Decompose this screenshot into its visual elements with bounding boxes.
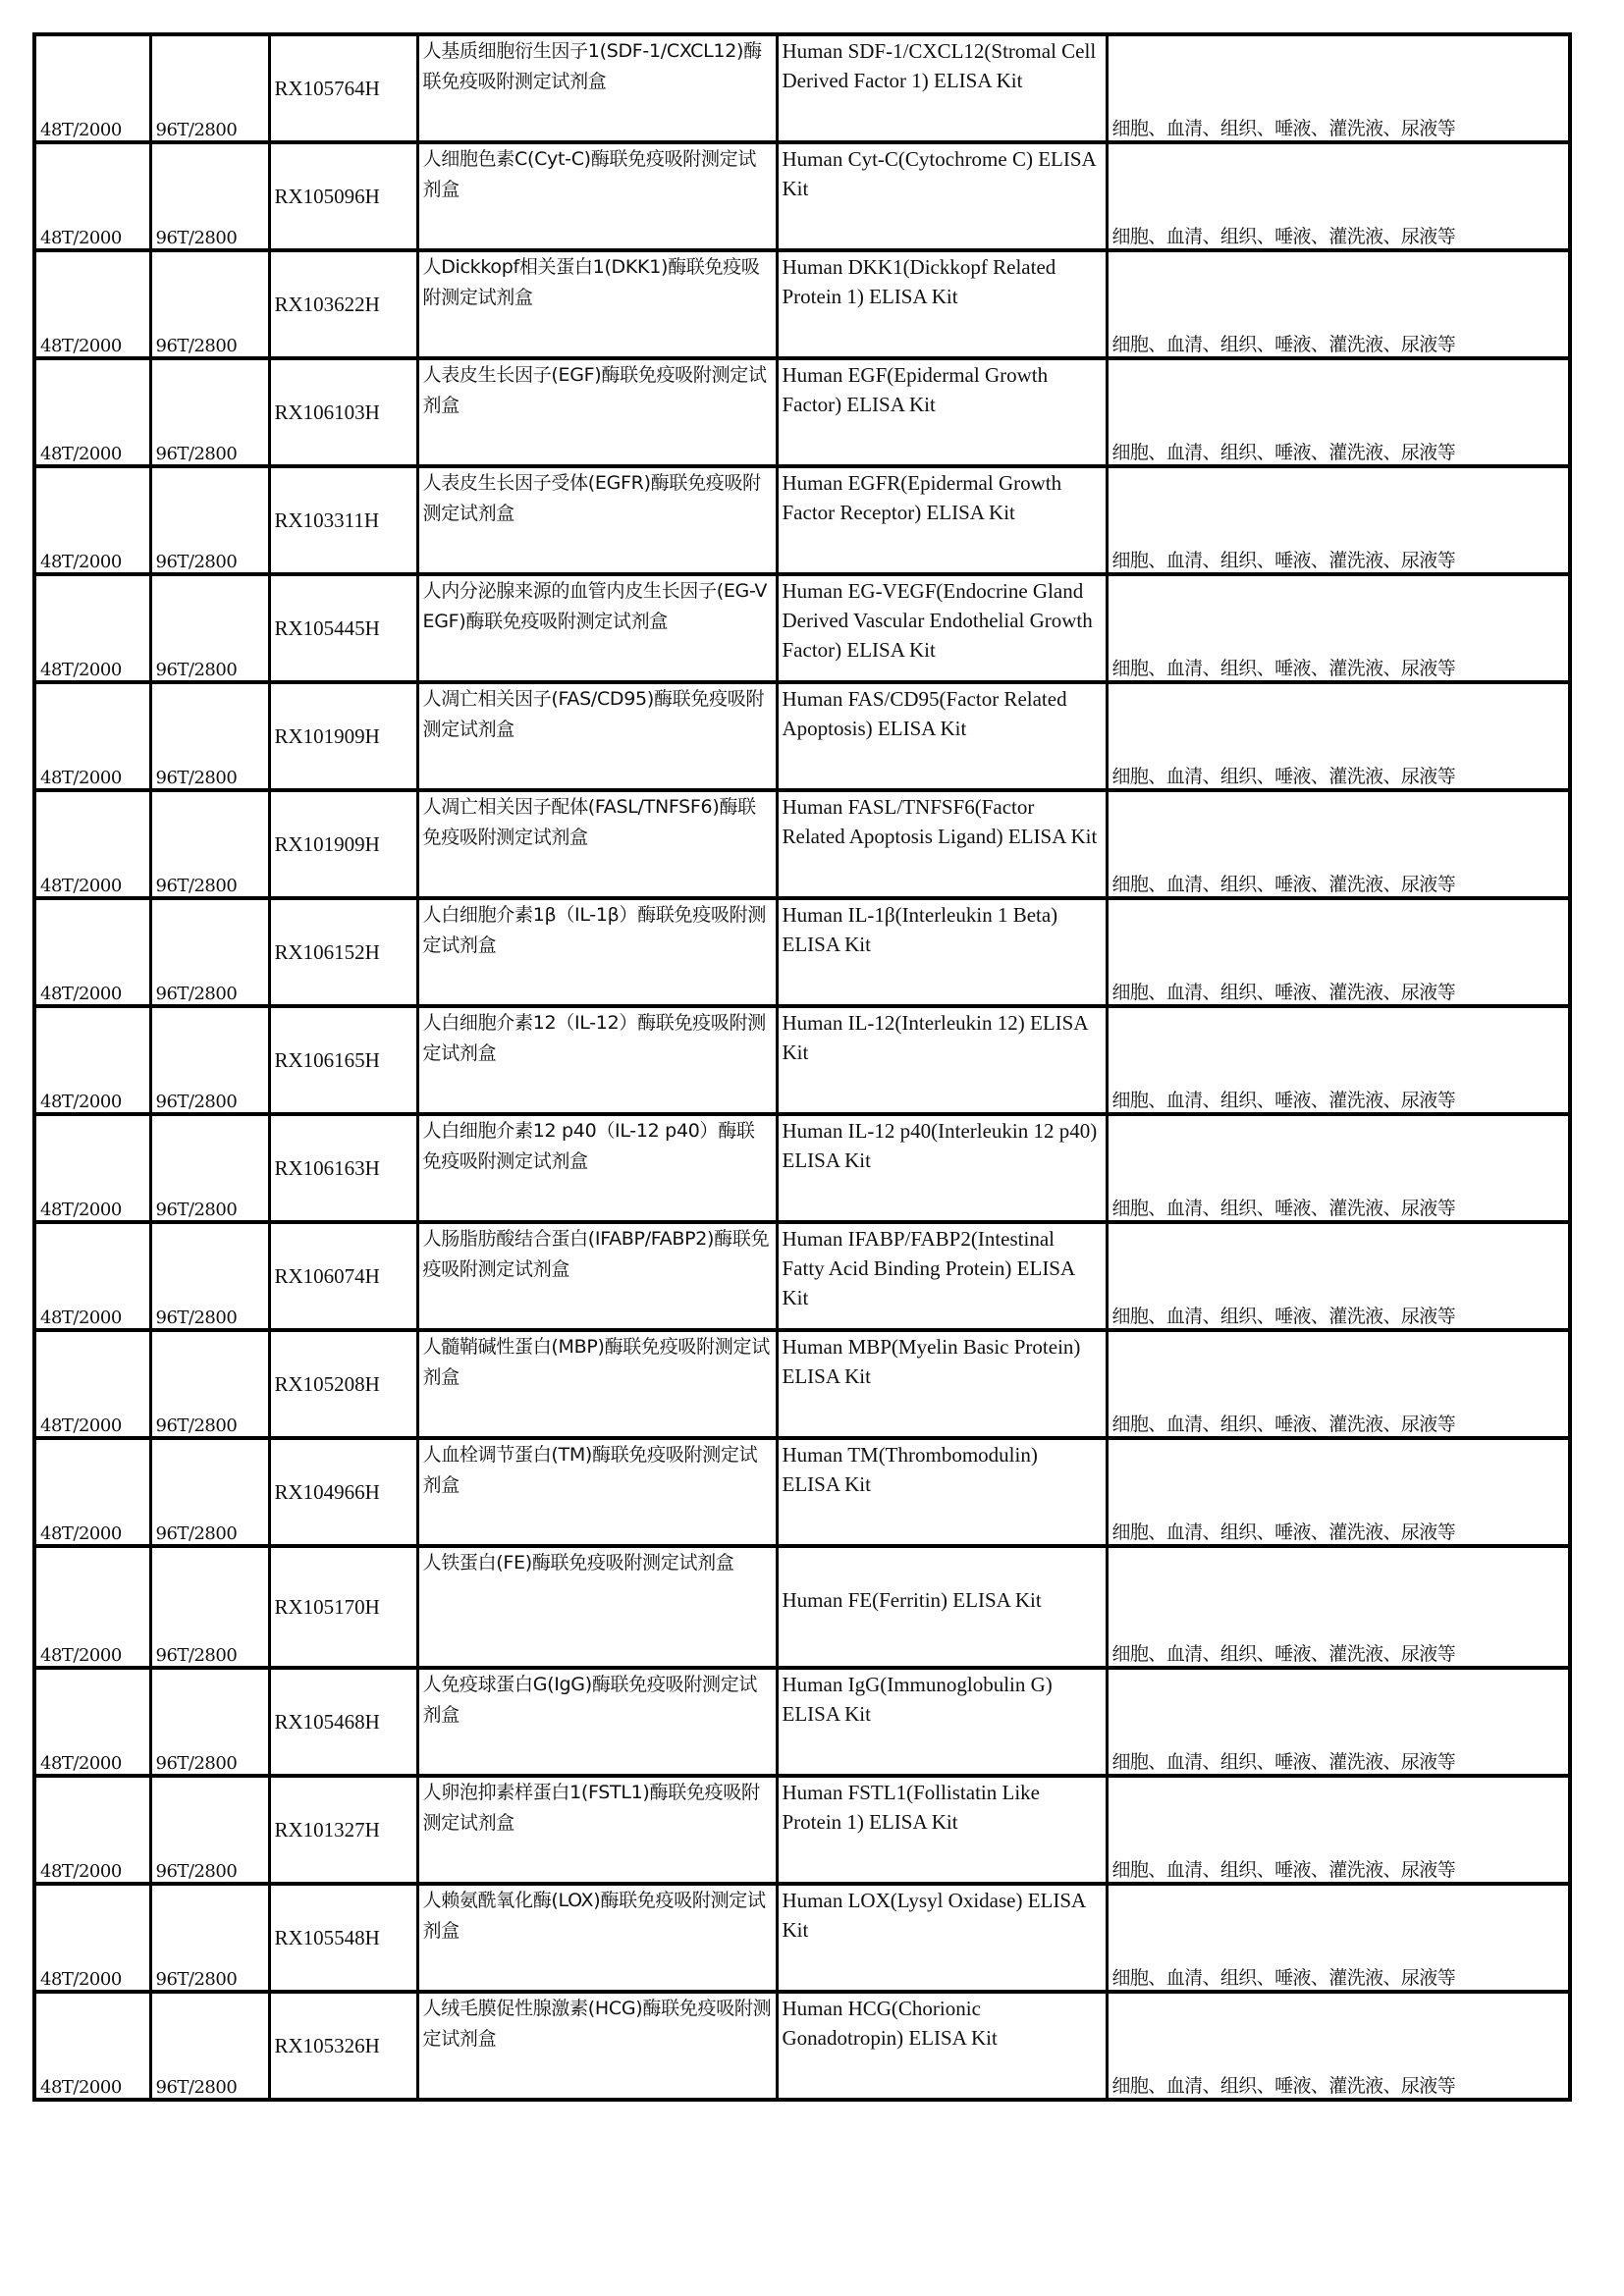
spec-96-cell: 96T/2800 [150, 790, 269, 898]
english-name-cell: Human LOX(Lysyl Oxidase) ELISA Kit [777, 1884, 1107, 1992]
table-row [34, 790, 1570, 898]
table-row [34, 1330, 1570, 1438]
chinese-name-cell: 人绒毛膜促性腺激素(HCG)酶联免疫吸附测定试剂盒 [417, 1992, 777, 2100]
catalog-number-cell: RX101909H [269, 790, 417, 898]
spec-96-cell: 96T/2800 [150, 142, 269, 250]
table-row [34, 250, 1570, 358]
spec-96-cell: 96T/2800 [150, 1668, 269, 1776]
sample-types-cell: 细胞、血清、组织、唾液、灌洗液、尿液等 [1107, 1992, 1570, 2100]
catalog-number-cell: RX105548H [269, 1884, 417, 1992]
spec-96-cell: 96T/2800 [150, 574, 269, 682]
catalog-number-cell: RX106103H [269, 358, 417, 466]
english-name-cell: Human IL-12 p40(Interleukin 12 p40) ELISA Kit [777, 1114, 1107, 1222]
spec-48-cell: 48T/2000 [34, 1006, 150, 1114]
english-name-cell: Human TM(Thrombomodulin) ELISA Kit [777, 1438, 1107, 1546]
chinese-name-cell: 人表皮生长因子(EGF)酶联免疫吸附测定试剂盒 [417, 358, 777, 466]
spec-48-cell: 48T/2000 [34, 1776, 150, 1884]
sample-types-cell: 细胞、血清、组织、唾液、灌洗液、尿液等 [1107, 358, 1570, 466]
english-name-cell: Human DKK1(Dickkopf Related Protein 1) ELISA Kit [777, 250, 1107, 358]
spec-48-cell: 48T/2000 [34, 682, 150, 790]
spec-48-cell: 48T/2000 [34, 1114, 150, 1222]
english-name-cell: Human Cyt-C(Cytochrome C) ELISA Kit [777, 142, 1107, 250]
english-name-cell: Human EGF(Epidermal Growth Factor) ELISA Kit [777, 358, 1107, 466]
catalog-number-cell: RX105096H [269, 142, 417, 250]
spec-96-cell: 96T/2800 [150, 1006, 269, 1114]
catalog-number-cell: RX101909H [269, 682, 417, 790]
chinese-name-cell: 人凋亡相关因子配体(FASL/TNFSF6)酶联免疫吸附测定试剂盒 [417, 790, 777, 898]
catalog-number-cell: RX105208H [269, 1330, 417, 1438]
spec-48-cell: 48T/2000 [34, 358, 150, 466]
spec-48-cell: 48T/2000 [34, 898, 150, 1006]
sample-types-cell: 细胞、血清、组织、唾液、灌洗液、尿液等 [1107, 1438, 1570, 1546]
spec-96-cell: 96T/2800 [150, 250, 269, 358]
spec-96-cell: 96T/2800 [150, 898, 269, 1006]
english-name-cell: Human HCG(Chorionic Gonadotropin) ELISA Kit [777, 1992, 1107, 2100]
table-row [34, 1114, 1570, 1222]
spec-48-cell: 48T/2000 [34, 142, 150, 250]
english-name-cell: Human FAS/CD95(Factor Related Apoptosis) ELISA Kit [777, 682, 1107, 790]
spec-48-cell: 48T/2000 [34, 1330, 150, 1438]
spec-48-cell: 48T/2000 [34, 1884, 150, 1992]
table-row [34, 1006, 1570, 1114]
catalog-number-cell: RX106163H [269, 1114, 417, 1222]
table-row [34, 358, 1570, 466]
sample-types-cell: 细胞、血清、组织、唾液、灌洗液、尿液等 [1107, 1114, 1570, 1222]
table-row [34, 142, 1570, 250]
sample-types-cell: 细胞、血清、组织、唾液、灌洗液、尿液等 [1107, 898, 1570, 1006]
table-row [34, 574, 1570, 682]
catalog-number-cell: RX103622H [269, 250, 417, 358]
english-name-cell: Human IgG(Immunoglobulin G) ELISA Kit [777, 1668, 1107, 1776]
spec-96-cell: 96T/2800 [150, 358, 269, 466]
spec-48-cell: 48T/2000 [34, 250, 150, 358]
catalog-number-cell: RX105764H [269, 34, 417, 142]
chinese-name-cell: 人血栓调节蛋白(TM)酶联免疫吸附测定试剂盒 [417, 1438, 777, 1546]
chinese-name-cell: 人髓鞘碱性蛋白(MBP)酶联免疫吸附测定试剂盒 [417, 1330, 777, 1438]
spec-96-cell: 96T/2800 [150, 1776, 269, 1884]
chinese-name-cell: 人表皮生长因子受体(EGFR)酶联免疫吸附测定试剂盒 [417, 466, 777, 574]
chinese-name-cell: 人白细胞介素12（IL-12）酶联免疫吸附测定试剂盒 [417, 1006, 777, 1114]
table-row [34, 34, 1570, 142]
chinese-name-cell: 人肠脂肪酸结合蛋白(IFABP/FABP2)酶联免疫吸附测定试剂盒 [417, 1222, 777, 1330]
chinese-name-cell: 人赖氨酰氧化酶(LOX)酶联免疫吸附测定试剂盒 [417, 1884, 777, 1992]
sample-types-cell: 细胞、血清、组织、唾液、灌洗液、尿液等 [1107, 1006, 1570, 1114]
spec-96-cell: 96T/2800 [150, 1546, 269, 1668]
english-name-cell: Human SDF-1/CXCL12(Stromal Cell Derived Factor 1) ELISA Kit [777, 34, 1107, 142]
sample-types-cell: 细胞、血清、组织、唾液、灌洗液、尿液等 [1107, 466, 1570, 574]
spec-48-cell: 48T/2000 [34, 790, 150, 898]
sample-types-cell: 细胞、血清、组织、唾液、灌洗液、尿液等 [1107, 34, 1570, 142]
catalog-number-cell: RX101327H [269, 1776, 417, 1884]
spec-48-cell: 48T/2000 [34, 466, 150, 574]
english-name-cell: Human IFABP/FABP2(Intestinal Fatty Acid Binding Protein) ELISA Kit [777, 1222, 1107, 1330]
english-name-cell: Human FE(Ferritin) ELISA Kit [777, 1546, 1107, 1668]
table-row [34, 1884, 1570, 1992]
sample-types-cell: 细胞、血清、组织、唾液、灌洗液、尿液等 [1107, 1668, 1570, 1776]
spec-96-cell: 96T/2800 [150, 466, 269, 574]
catalog-number-cell: RX105445H [269, 574, 417, 682]
table-row [34, 898, 1570, 1006]
chinese-name-cell: 人铁蛋白(FE)酶联免疫吸附测定试剂盒 [417, 1546, 777, 1668]
chinese-name-cell: 人内分泌腺来源的血管内皮生长因子(EG-VEGF)酶联免疫吸附测定试剂盒 [417, 574, 777, 682]
sample-types-cell: 细胞、血清、组织、唾液、灌洗液、尿液等 [1107, 142, 1570, 250]
chinese-name-cell: 人基质细胞衍生因子1(SDF-1/CXCL12)酶联免疫吸附测定试剂盒 [417, 34, 777, 142]
spec-96-cell: 96T/2800 [150, 1222, 269, 1330]
spec-96-cell: 96T/2800 [150, 1330, 269, 1438]
spec-48-cell: 48T/2000 [34, 1222, 150, 1330]
catalog-number-cell: RX106165H [269, 1006, 417, 1114]
catalog-number-cell: RX104966H [269, 1438, 417, 1546]
chinese-name-cell: 人Dickkopf相关蛋白1(DKK1)酶联免疫吸附测定试剂盒 [417, 250, 777, 358]
spec-96-cell: 96T/2800 [150, 1438, 269, 1546]
spec-48-cell: 48T/2000 [34, 1668, 150, 1776]
spec-48-cell: 48T/2000 [34, 574, 150, 682]
chinese-name-cell: 人细胞色素C(Cyt-C)酶联免疫吸附测定试剂盒 [417, 142, 777, 250]
spec-96-cell: 96T/2800 [150, 34, 269, 142]
sample-types-cell: 细胞、血清、组织、唾液、灌洗液、尿液等 [1107, 1546, 1570, 1668]
chinese-name-cell: 人白细胞介素12 p40（IL-12 p40）酶联免疫吸附测定试剂盒 [417, 1114, 777, 1222]
catalog-number-cell: RX105326H [269, 1992, 417, 2100]
english-name-cell: Human EGFR(Epidermal Growth Factor Receptor) ELISA Kit [777, 466, 1107, 574]
spec-96-cell: 96T/2800 [150, 1884, 269, 1992]
chinese-name-cell: 人免疫球蛋白G(IgG)酶联免疫吸附测定试剂盒 [417, 1668, 777, 1776]
catalog-number-cell: RX106074H [269, 1222, 417, 1330]
table-row [34, 1668, 1570, 1776]
catalog-number-cell: RX105170H [269, 1546, 417, 1668]
english-name-cell: Human IL-12(Interleukin 12) ELISA Kit [777, 1006, 1107, 1114]
spec-48-cell: 48T/2000 [34, 1438, 150, 1546]
table-row [34, 1992, 1570, 2100]
sample-types-cell: 细胞、血清、组织、唾液、灌洗液、尿液等 [1107, 250, 1570, 358]
table-row [34, 1222, 1570, 1330]
sample-types-cell: 细胞、血清、组织、唾液、灌洗液、尿液等 [1107, 1222, 1570, 1330]
sample-types-cell: 细胞、血清、组织、唾液、灌洗液、尿液等 [1107, 1884, 1570, 1992]
spec-48-cell: 48T/2000 [34, 1992, 150, 2100]
english-name-cell: Human FSTL1(Follistatin Like Protein 1) ELISA Kit [777, 1776, 1107, 1884]
sample-types-cell: 细胞、血清、组织、唾液、灌洗液、尿液等 [1107, 682, 1570, 790]
english-name-cell: Human IL-1β(Interleukin 1 Beta) ELISA Kit [777, 898, 1107, 1006]
spec-48-cell: 48T/2000 [34, 34, 150, 142]
spec-96-cell: 96T/2800 [150, 682, 269, 790]
catalog-number-cell: RX103311H [269, 466, 417, 574]
english-name-cell: Human FASL/TNFSF6(Factor Related Apoptosis Ligand) ELISA Kit [777, 790, 1107, 898]
chinese-name-cell: 人白细胞介素1β（IL-1β）酶联免疫吸附测定试剂盒 [417, 898, 777, 1006]
english-name-cell: Human EG-VEGF(Endocrine Gland Derived Vascular Endothelial Growth Factor) ELISA Kit [777, 574, 1107, 682]
table-row [34, 682, 1570, 790]
sample-types-cell: 细胞、血清、组织、唾液、灌洗液、尿液等 [1107, 1776, 1570, 1884]
catalog-number-cell: RX106152H [269, 898, 417, 1006]
catalog-number-cell: RX105468H [269, 1668, 417, 1776]
chinese-name-cell: 人卵泡抑素样蛋白1(FSTL1)酶联免疫吸附测定试剂盒 [417, 1776, 777, 1884]
table-row [34, 1776, 1570, 1884]
product-catalog-table [32, 32, 1572, 2102]
english-name-cell: Human MBP(Myelin Basic Protein) ELISA Kit [777, 1330, 1107, 1438]
table-row [34, 466, 1570, 574]
spec-96-cell: 96T/2800 [150, 1992, 269, 2100]
spec-96-cell: 96T/2800 [150, 1114, 269, 1222]
spec-48-cell: 48T/2000 [34, 1546, 150, 1668]
catalog-body [34, 34, 1570, 2100]
sample-types-cell: 细胞、血清、组织、唾液、灌洗液、尿液等 [1107, 1330, 1570, 1438]
table-row [34, 1438, 1570, 1546]
chinese-name-cell: 人凋亡相关因子(FAS/CD95)酶联免疫吸附测定试剂盒 [417, 682, 777, 790]
table-row [34, 1546, 1570, 1668]
sample-types-cell: 细胞、血清、组织、唾液、灌洗液、尿液等 [1107, 574, 1570, 682]
sample-types-cell: 细胞、血清、组织、唾液、灌洗液、尿液等 [1107, 790, 1570, 898]
